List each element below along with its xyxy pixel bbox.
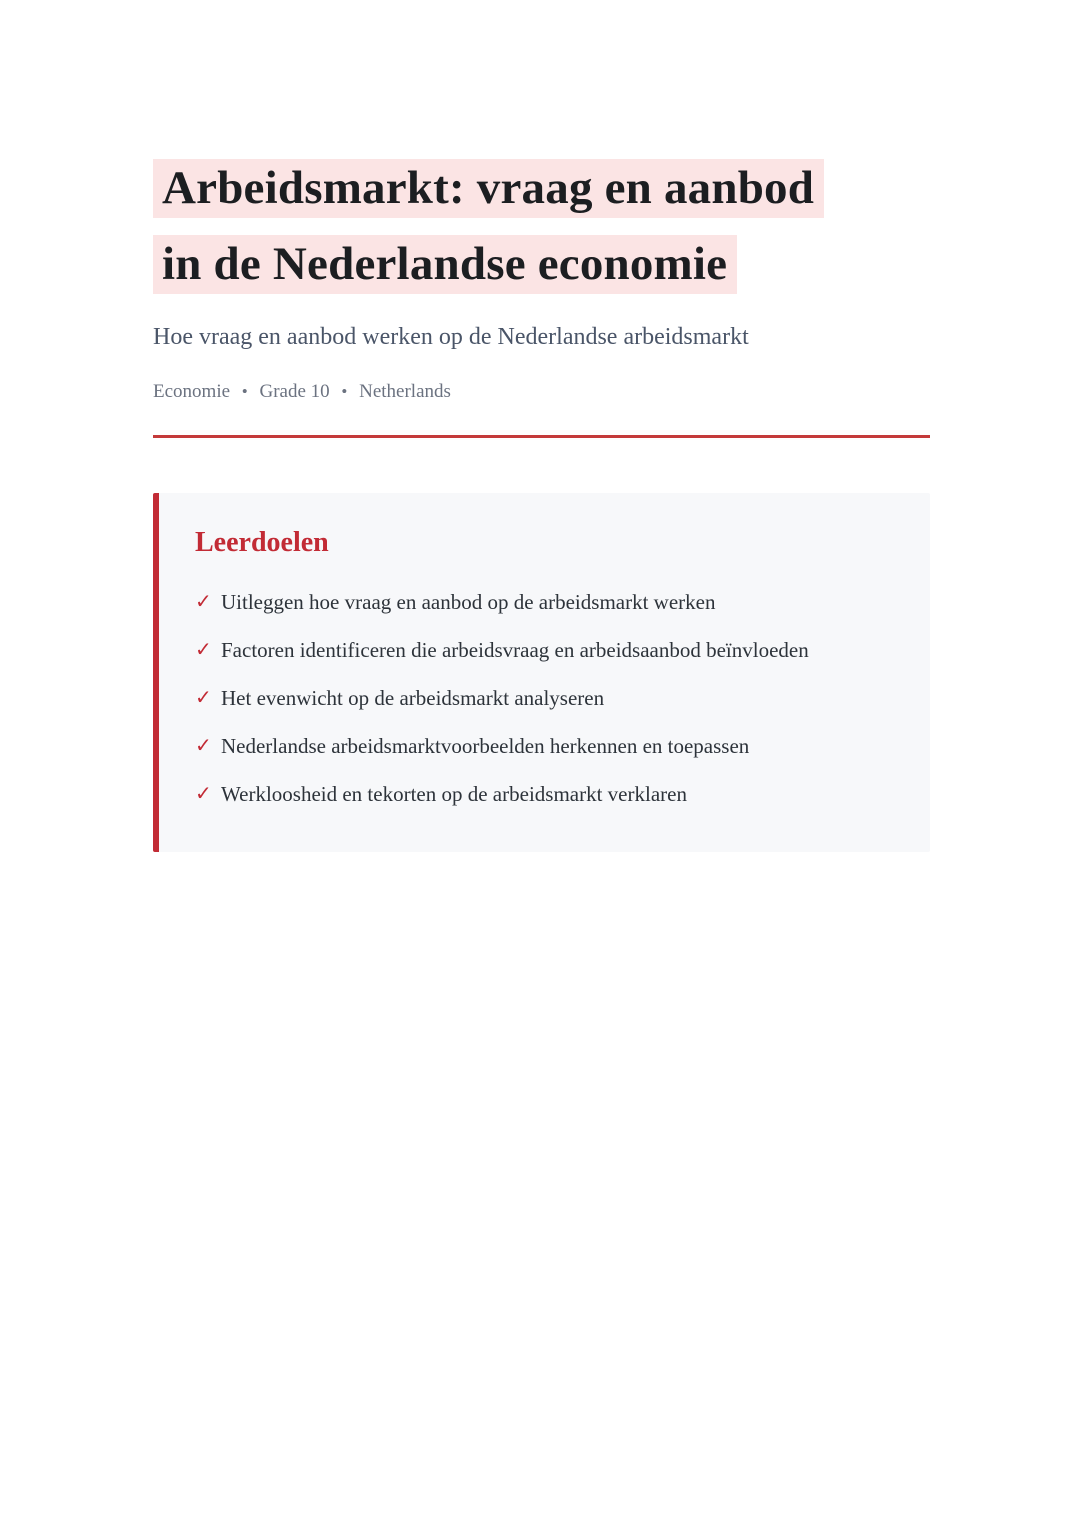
page-title xyxy=(153,150,930,302)
learning-goal-text: Het evenwicht op de arbeidsmarkt analyseren xyxy=(221,686,605,710)
check-icon: ✓ xyxy=(195,591,212,613)
learning-goal-item xyxy=(195,632,890,668)
learning-goal-item xyxy=(195,680,890,716)
learning-goal-item xyxy=(195,776,890,812)
meta-country: Netherlands xyxy=(359,381,451,402)
check-icon: ✓ xyxy=(195,687,212,709)
learning-goal-item xyxy=(195,584,890,620)
learning-goal-item xyxy=(195,728,890,764)
learning-goals-panel xyxy=(153,493,930,852)
learning-goals-heading: Leerdoelen xyxy=(195,527,329,558)
section-divider xyxy=(153,435,930,438)
learning-goals-list xyxy=(195,584,890,812)
title-highlight: Arbeidsmarkt: vraag en aanbod xyxy=(153,159,824,218)
learning-goal-text: Nederlandse arbeidsmarktvoorbeelden herkennen en toepassen xyxy=(221,734,750,758)
learning-goal-text: Werkloosheid en tekorten op de arbeidsmarkt verklaren xyxy=(221,782,687,806)
learning-goal-text: Factoren identificeren die arbeidsvraag en arbeidsaanbod beïnvloeden xyxy=(221,638,809,662)
page-subtitle: Hoe vraag en aanbod werken op de Nederlandse arbeidsmarkt xyxy=(153,324,749,350)
bullet-separator: • xyxy=(241,382,248,401)
title-line-2 xyxy=(153,226,930,302)
meta-subject: Economie xyxy=(153,381,231,402)
check-icon: ✓ xyxy=(195,735,212,757)
check-icon: ✓ xyxy=(195,639,212,661)
meta-grade: Grade 10 xyxy=(259,381,330,402)
bullet-separator: • xyxy=(341,382,348,401)
title-line-1 xyxy=(153,150,930,226)
learning-goal-text: Uitleggen hoe vraag en aanbod op de arbeidsmarkt werken xyxy=(221,590,716,614)
meta-line xyxy=(153,378,930,405)
check-icon: ✓ xyxy=(195,783,212,805)
title-highlight: in de Nederlandse economie xyxy=(153,235,737,294)
